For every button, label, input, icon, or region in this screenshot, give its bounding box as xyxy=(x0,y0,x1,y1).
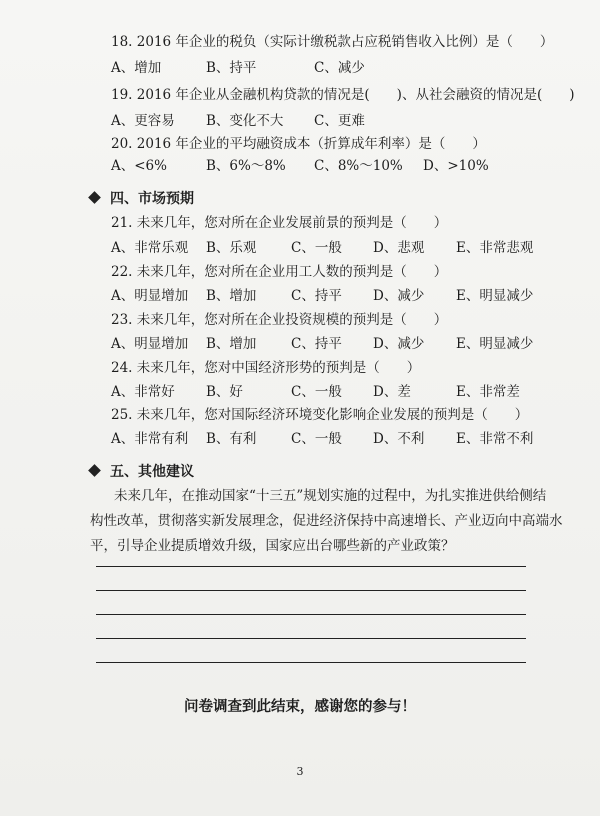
question-24: 24. 未来几年，您对中国经济形势的预判是（ ） xyxy=(111,360,421,376)
option-c[interactable]: C、一般 xyxy=(291,384,342,400)
option-c[interactable]: C、持平 xyxy=(291,336,342,352)
option-c[interactable]: C、持平 xyxy=(291,288,342,304)
diamond-bullet-icon xyxy=(88,191,101,204)
answer-line[interactable] xyxy=(96,590,526,591)
option-b[interactable]: B、持平 xyxy=(206,60,257,76)
answer-line[interactable] xyxy=(96,566,526,567)
option-a[interactable]: A、明显增加 xyxy=(111,288,189,304)
option-d[interactable]: D、>10% xyxy=(423,158,489,174)
question-25: 25. 未来几年，您对国际经济环境变化影响企业发展的预判是（ ） xyxy=(111,407,529,423)
option-a[interactable]: A、增加 xyxy=(111,60,162,76)
option-d[interactable]: D、减少 xyxy=(373,288,425,304)
option-a[interactable]: A、非常乐观 xyxy=(111,240,189,256)
option-c[interactable]: C、更难 xyxy=(314,113,365,129)
answer-line[interactable] xyxy=(96,638,526,639)
option-a[interactable]: A、明显增加 xyxy=(111,336,189,352)
paragraph-line: 未来几年，在推动国家“十三五”规划实施的过程中，为扎实推进供给侧结 xyxy=(114,488,547,504)
option-c[interactable]: C、一般 xyxy=(291,431,342,447)
option-e[interactable]: E、非常悲观 xyxy=(456,240,534,256)
option-c[interactable]: C、一般 xyxy=(291,240,342,256)
option-b[interactable]: B、增加 xyxy=(206,336,257,352)
question-18: 18. 2016 年企业的税负（实际计缴税款占应税销售收入比例）是（ ） xyxy=(111,34,554,50)
option-d[interactable]: D、不利 xyxy=(373,431,425,447)
answer-line[interactable] xyxy=(96,614,526,615)
option-c[interactable]: C、减少 xyxy=(314,60,365,76)
option-a[interactable]: A、非常好 xyxy=(111,384,175,400)
question-19: 19. 2016 年企业从金融机构贷款的情况是( )、从社会融资的情况是( ) xyxy=(111,87,575,103)
paragraph-line: 平，引导企业提质增效升级，国家应出台哪些新的产业政策？ xyxy=(90,538,455,554)
answer-line[interactable] xyxy=(96,662,526,663)
option-a[interactable]: A、<6% xyxy=(111,158,167,174)
option-a[interactable]: A、更容易 xyxy=(111,113,175,129)
option-e[interactable]: E、非常差 xyxy=(456,384,520,400)
page-number: 3 xyxy=(296,765,304,778)
option-b[interactable]: B、增加 xyxy=(206,288,257,304)
option-b[interactable]: B、变化不大 xyxy=(206,113,284,129)
option-e[interactable]: E、明显减少 xyxy=(456,336,534,352)
option-d[interactable]: D、减少 xyxy=(373,336,425,352)
option-b[interactable]: B、6%～8% xyxy=(206,158,286,174)
question-22: 22. 未来几年，您对所在企业用工人数的预判是（ ） xyxy=(111,264,448,280)
question-21: 21. 未来几年，您对所在企业发展前景的预判是（ ） xyxy=(111,215,448,231)
option-d[interactable]: D、悲观 xyxy=(373,240,425,256)
open-question-text xyxy=(90,484,563,559)
diamond-bullet-icon xyxy=(88,464,101,477)
closing-message: 问卷调查到此结束，感谢您的参与！ xyxy=(184,698,416,715)
option-d[interactable]: D、差 xyxy=(373,384,411,400)
option-b[interactable]: B、乐观 xyxy=(206,240,257,256)
section-heading-market-expectations: 四、市场预期 xyxy=(90,188,194,208)
paragraph-line: 构性改革，贯彻落实新发展理念，促进经济保持中高速增长、产业迈向中高端水 xyxy=(90,513,563,529)
option-b[interactable]: B、好 xyxy=(206,384,243,400)
section-heading-other-suggestions: 五、其他建议 xyxy=(90,461,194,481)
option-e[interactable]: E、明显减少 xyxy=(456,288,534,304)
question-20: 20. 2016 年企业的平均融资成本（折算成年利率）是（ ） xyxy=(111,136,486,152)
question-23: 23. 未来几年，您对所在企业投资规模的预判是（ ） xyxy=(111,312,448,328)
option-e[interactable]: E、非常不利 xyxy=(456,431,534,447)
option-c[interactable]: C、8%～10% xyxy=(314,158,403,174)
option-a[interactable]: A、非常有利 xyxy=(111,431,189,447)
option-b[interactable]: B、有利 xyxy=(206,431,257,447)
